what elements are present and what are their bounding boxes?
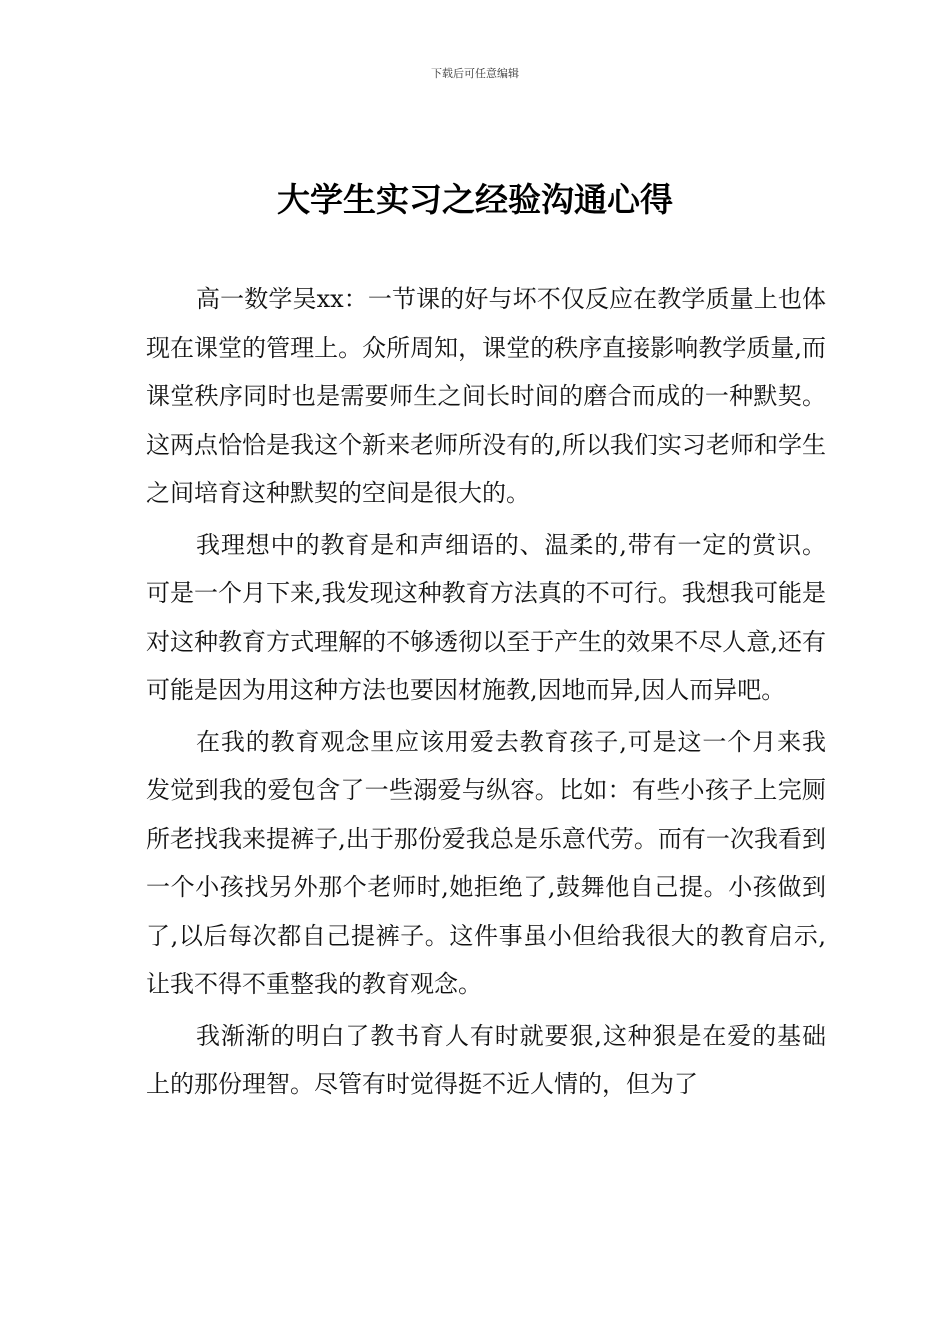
- paragraph-1: 高一数学吴xx：一节课的好与坏不仅反应在教学质量上也体现在课堂的管理上。众所周知，课堂的秩序直接影响教学质量,而课堂秩序同时也是需要师生之间长时间的磨合而成的一种默契。这两点恰恰是我这个新来老师所没有的,所以我们实习老师和学生之间培育这种默契的空间是很大的。: [146, 285, 826, 507]
- document-body: [146, 275, 826, 1112]
- paragraph-3: 在我的教育观念里应该用爱去教育孩子,可是这一个月来我发觉到我的爱包含了一些溺爱与纵容。比如：有些小孩子上完厕所老找我来提裤子,出于那份爱我总是乐意代劳。而有一次我看到一个小孩找另外那个老师时,她拒绝了,鼓舞他自己提。小孩做到了,以后每次都自己提裤子。这件事虽小但给我很大的教育启示,让我不得不重整我的教育观念。: [146, 727, 826, 998]
- paragraph-2: 我理想中的教育是和声细语的、温柔的,带有一定的赏识。可是一个月下来,我发现这种教育方法真的不可行。我想我可能是对这种教育方式理解的不够透彻以至于产生的效果不尽人意,还有可能是因为用这种方法也要因材施教,因地而异,因人而异吧。: [146, 530, 826, 704]
- page-header-note: 下载后可任意编辑: [431, 67, 519, 80]
- document-title: 大学生实习之经验沟通心得: [277, 180, 673, 219]
- paragraph-4: 我渐渐的明白了教书育人有时就要狠,这种狠是在爱的基础上的那份理智。尽管有时觉得挺不近人情的，但为了: [146, 1021, 826, 1098]
